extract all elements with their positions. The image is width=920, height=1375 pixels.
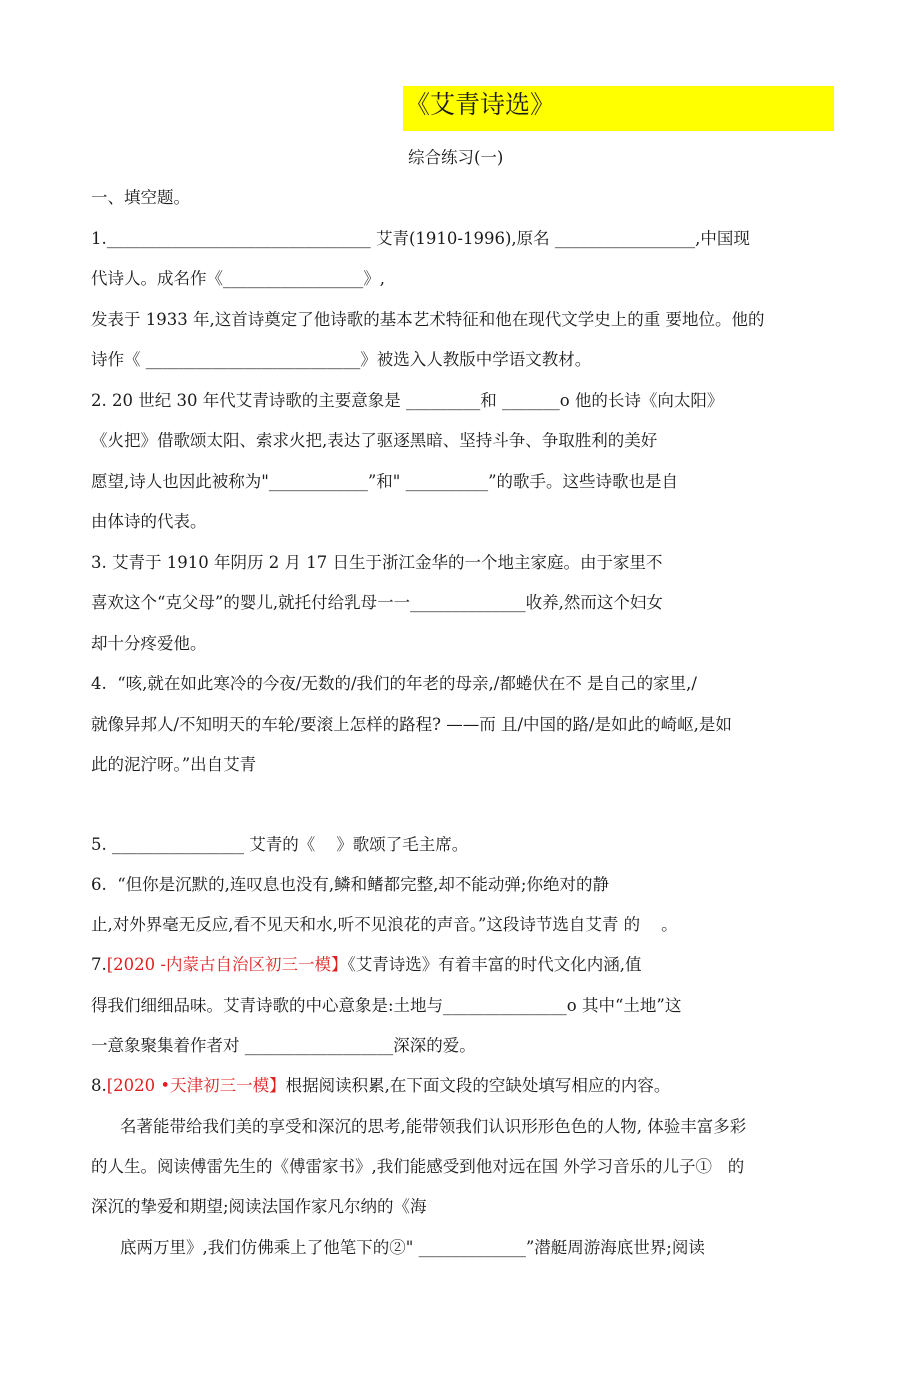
q3-line: 喜欢这个“克父母”的婴儿,就托付给乳母一一______________收养,然而这个妇女	[91, 593, 663, 612]
q8-line	[91, 1074, 670, 1098]
q6-line: 6. “但你是沉默的,连叹息也没有,鳞和鳍都完整,却不能动弹;你绝对的静	[91, 875, 609, 894]
q3-line: 却十分疼爱他。	[91, 634, 207, 653]
q2-line: 愿望,诗人也因此被称为"____________”和" __________”的歌手。这些诗歌也是自	[91, 472, 679, 491]
page-title: 《艾青诗选》	[405, 90, 556, 119]
q2-line: 由体诗的代表。	[91, 512, 207, 531]
q8-line: 名著能带给我们美的享受和深沉的思考,能带领我们认识形形色色的人物, 体验丰富多彩	[120, 1117, 747, 1136]
q8-line: 的人生。阅读傅雷先生的《傅雷家书》,我们能感受到他对远在国 外学习音乐的儿子① 的	[91, 1157, 745, 1176]
q1-line: 发表于 1933 年,这首诗奠定了他诗歌的基本艺术特征和他在现代文学史上的重 要地位。他的	[91, 310, 765, 329]
q7-line	[91, 953, 642, 977]
q8-source: [2020 •天津初三一模】	[106, 1076, 286, 1095]
q5-line: 5. ________________ 艾青的《 》歌颂了毛主席。	[91, 835, 469, 854]
q8-number: 8.	[91, 1076, 107, 1095]
q8-line: 深沉的挚爱和期望;阅读法国作家凡尔纳的《海	[91, 1197, 427, 1216]
q7-line: 得我们细细品味。艾青诗歌的中心意象是:土地与_______________o 其中“土地”这	[91, 996, 682, 1015]
subtitle: 综合练习(一)	[408, 148, 504, 167]
q1-line: 代诗人。成名作《_________________》,	[91, 269, 385, 288]
q3-line: 3. 艾青于 1910 年阴历 2 月 17 日生于浙江金华的一个地主家庭。由于家里不	[91, 553, 663, 572]
q2-line: 2. 20 世纪 30 年代艾青诗歌的主要意象是 _________和 _______o 他的长诗《向太阳》	[91, 391, 724, 410]
q6-line: 止,对外界毫无反应,看不见天和水,听不见浪花的声音。”这段诗节选自艾青 的 。	[91, 915, 678, 934]
q2-line: 《火把》借歌颂太阳、索求火把,表达了驱逐黑暗、坚持斗争、争取胜利的美好	[91, 431, 658, 450]
q1-line: 1.________________________________ 艾青(1910-1996),原名 _________________,中国现	[91, 229, 750, 248]
section-heading: 一、填空题。	[91, 188, 190, 207]
q8-line: 底两万里》,我们仿佛乘上了他笔下的②" _____________”潜艇周游海底世界;阅读	[120, 1238, 705, 1257]
q1-line: 诗作《 __________________________》被选入人教版中学语文教材。	[91, 350, 592, 369]
q4-line: 就像异邦人/不知明天的车轮/要滚上怎样的路程? ——而 且/中国的路/是如此的崎岖,是如	[91, 715, 732, 734]
q4-line: 此的泥泞呀。”出自艾青	[91, 755, 257, 774]
q7-source: [2020 -内蒙古自治区初三一模】	[106, 955, 348, 974]
q7-number: 7.	[91, 955, 107, 974]
q7-text: 《艾青诗选》有着丰富的时代文化内涵,值	[347, 955, 642, 974]
q8-text: 根据阅读积累,在下面文段的空缺处填写相应的内容。	[285, 1076, 671, 1095]
q4-line: 4. “咳,就在如此寒冷的今夜/无数的/我们的年老的母亲,/都蜷伏在不 是自己的家里,/	[91, 674, 697, 693]
q7-line: 一意象聚集着作者对 __________________深深的爱。	[91, 1036, 476, 1055]
